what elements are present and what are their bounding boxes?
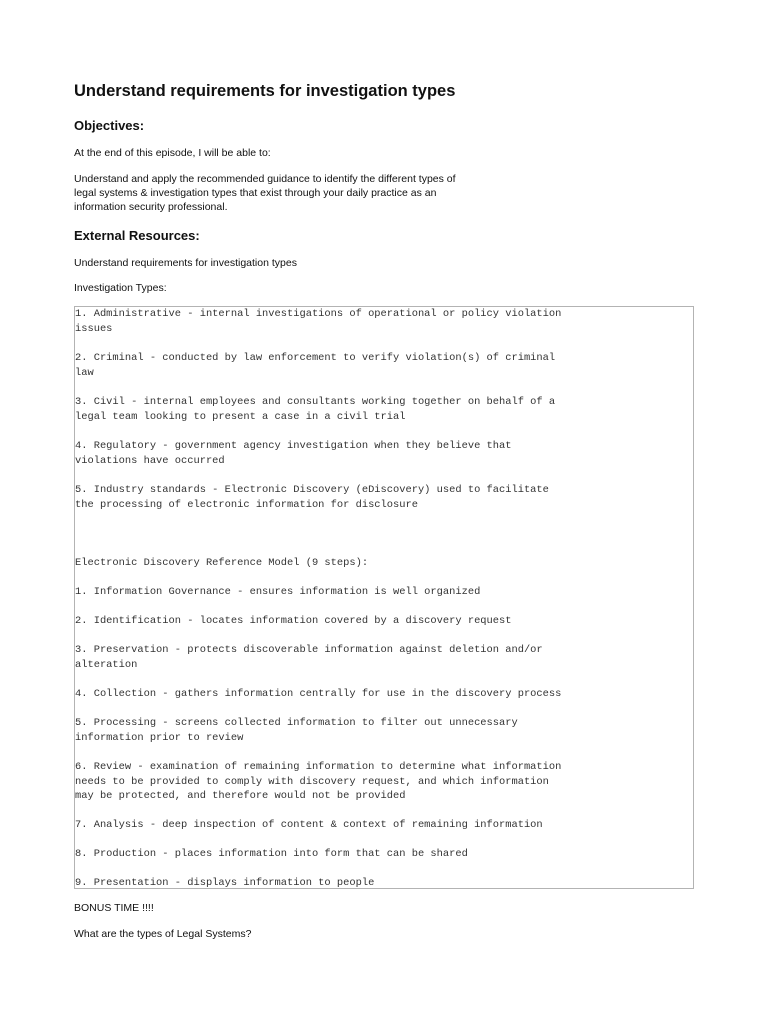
pre-line: law [75,366,94,379]
pre-line: may be protected, and therefore would not be provided [75,790,406,802]
pre-line: information prior to review [75,731,244,744]
pre-line: 1. Information Governance - ensures information is well organized [75,586,481,598]
pre-line: 4. Collection - gathers information centrally for use in the discovery process [75,688,562,700]
resource-link[interactable]: Understand requirements for investigation types [74,257,297,269]
edrm-heading: Electronic Discovery Reference Model (9 steps): [75,557,369,569]
pre-line: needs to be provided to comply with discovery request, and which information [75,775,549,788]
pre-line: 8. Production - places information into form that can be shared [75,848,468,860]
intro-text: At the end of this episode, I will be able to: [74,147,271,159]
objective-line: information security professional. [74,201,228,213]
pre-line: 5. Industry standards - Electronic Discovery (eDiscovery) used to facilitate [75,484,549,496]
pre-line: issues [75,322,113,335]
pre-line: legal team looking to present a case in a civil trial [75,410,406,423]
bonus-text: BONUS TIME !!!! [74,902,154,914]
pre-line: 2. Identification - locates information covered by a discovery request [75,615,512,627]
pre-line: 3. Preservation - protects discoverable information against deletion and/or [75,644,543,656]
preformatted-block [74,306,694,889]
pre-line: 1. Administrative - internal investigations of operational or policy violation [75,308,562,320]
objective-line: Understand and apply the recommended guidance to identify the different types of [74,173,456,185]
pre-line: 4. Regulatory - government agency investigation when they believe that [75,440,512,452]
objectives-heading: Objectives: [74,118,145,133]
question-text: What are the types of Legal Systems? [74,928,252,940]
pre-line: the processing of electronic information for disclosure [75,498,418,511]
pre-line: 3. Civil - internal employees and consultants working together on behalf of a [75,396,556,408]
objective-line: legal systems & investigation types that exist through your daily practice as an [74,187,437,199]
pre-line: 2. Criminal - conducted by law enforcement to verify violation(s) of criminal [75,352,556,364]
investigation-types-label: Investigation Types: [74,282,167,294]
pre-line: 9. Presentation - displays information to people [75,877,375,889]
pre-line: alteration [75,658,138,671]
pre-line: violations have occurred [75,454,225,467]
pre-line: 7. Analysis - deep inspection of content & context of remaining information [75,819,543,831]
external-resources-heading: External Resources: [74,228,200,243]
pre-line: 6. Review - examination of remaining information to determine what information [75,761,562,773]
pre-line: 5. Processing - screens collected information to filter out unnecessary [75,717,518,729]
page-title: Understand requirements for investigation types [74,82,456,100]
